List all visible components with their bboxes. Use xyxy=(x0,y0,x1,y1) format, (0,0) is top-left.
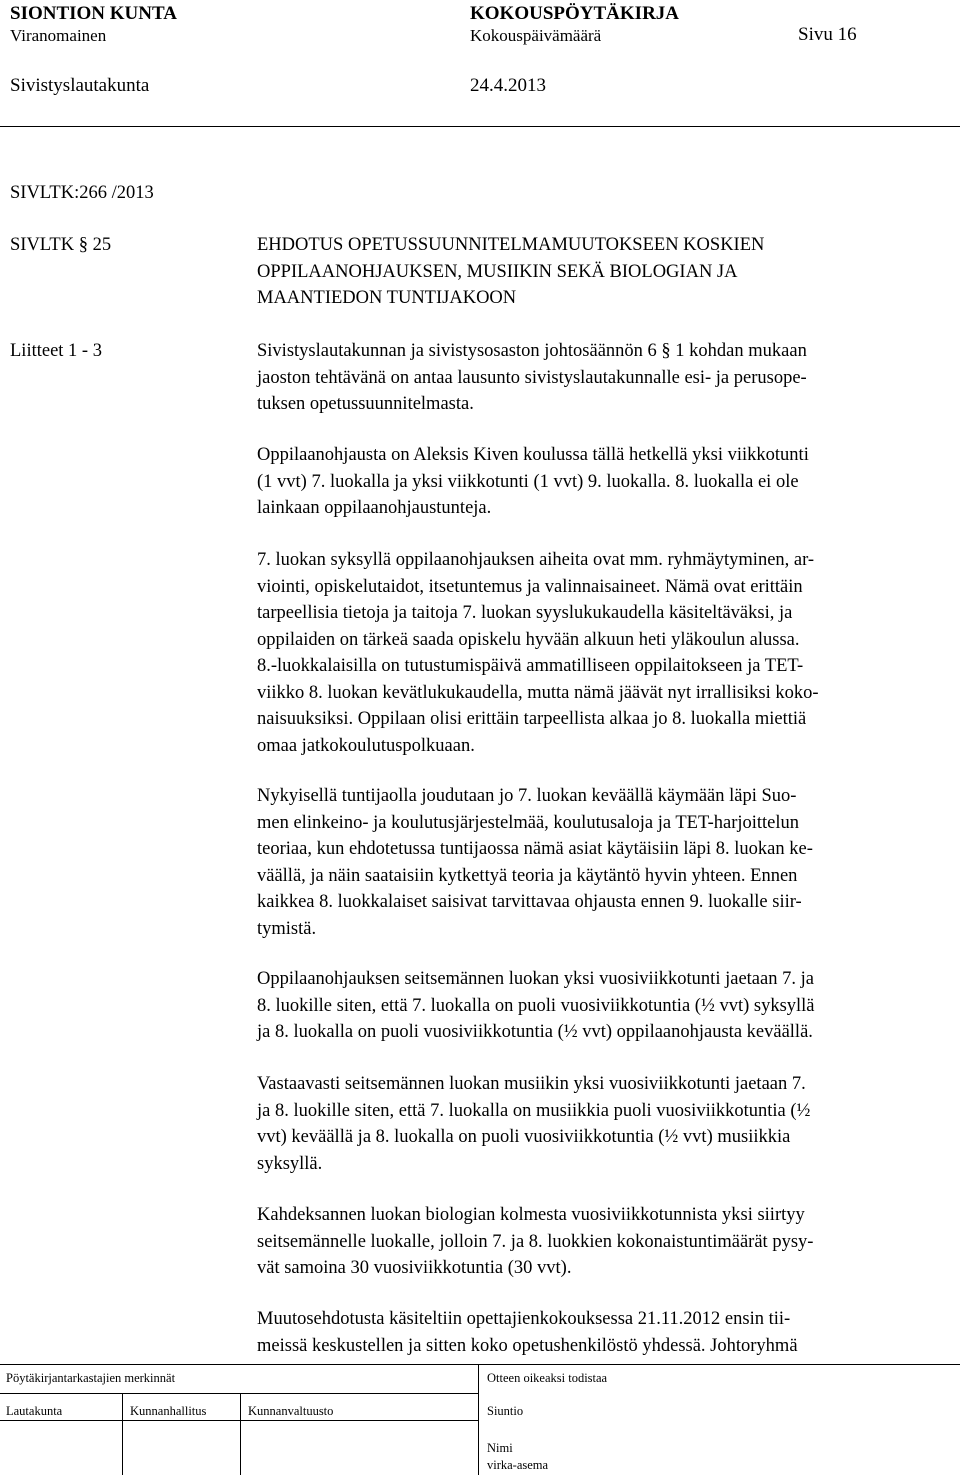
header-divider xyxy=(0,126,960,127)
paragraph-line: 8.-luokkalaisilla on tutustumispäivä ammatilliseen oppilaitokseen ja TET- xyxy=(257,656,804,676)
case-number: SIVLTK § 25 xyxy=(10,235,112,255)
paragraph-line: viointi, opiskelutaidot, itsetuntemus ja valinnaisaineet. Nämä ovat erittäin xyxy=(257,576,803,597)
paragraph-line: vät samoina 30 vuosiviikkotuntia (30 vvt). xyxy=(257,1258,572,1278)
paragraph-line: kaikkea 8. luokkalaiset saisivat tarvittavaa ohjausta ennen 9. luokalle siir- xyxy=(257,892,802,912)
paragraph-line: Vastaavasti seitsemännen luokan musiikin yksi vuosiviikkotunti jaetaan 7. xyxy=(257,1074,806,1094)
paragraph-line: 8. luokille siten, että 7. luokalla on puoli vuosiviikkotuntia (½ vvt) syksyllä xyxy=(257,995,815,1016)
case-title-line: OPPILAANOHJAUKSEN, MUSIIKIN SEKÄ BIOLOGIAN JA xyxy=(257,261,738,282)
paragraph-line: vvt) keväällä ja 8. luokalla on puoli vuosiviikkotuntia (½ vvt) musiikkia xyxy=(257,1127,791,1147)
paragraph-line: tuksen opetussuunnitelmasta. xyxy=(257,394,474,414)
paragraph-line: jaoston tehtävänä on antaa lausunto sivistyslautakunnalle esi- ja perusope- xyxy=(257,367,807,388)
examiners-label: Pöytäkirjantarkastajien merkinnät xyxy=(6,1371,176,1385)
footer-position-label: virka-asema xyxy=(487,1458,549,1472)
footer-place: Siuntio xyxy=(487,1404,524,1418)
paragraph-line: ja 8. luokalla on puoli vuosiviikkotuntia (½ vvt) oppilaanohjausta keväällä. xyxy=(257,1022,813,1042)
paragraph-line: 7. luokan syksyllä oppilaanohjauksen aiheita ovat mm. ryhmäytyminen, ar- xyxy=(257,550,815,570)
paragraph-line: väällä, ja näin saataisiin kytkettyä teoria ja käytäntö hyvin yhteen. Ennen xyxy=(257,865,798,886)
footer-kunnanhallitus: Kunnanhallitus xyxy=(130,1404,207,1418)
footer-top-border xyxy=(0,1364,960,1365)
footer-name-label: Nimi xyxy=(487,1441,513,1455)
case-title-line: MAANTIEDON TUNTIJAKOON xyxy=(257,288,517,308)
paragraph-line: ja 8. luokille siten, että 7. luokalla on musiikkia puoli vuosiviikkotuntia (½ xyxy=(257,1100,811,1121)
footer-kunnanvaltuusto: Kunnanvaltuusto xyxy=(248,1404,334,1418)
paragraph-line: naisuuksiksi. Oppilaan olisi erittäin tarpeellista alkaa jo 8. luokalla miettiä xyxy=(257,709,807,729)
paragraph-line: Muutosehdotusta käsiteltiin opettajienkokouksessa 21.11.2012 ensin tii- xyxy=(257,1309,791,1329)
page-number: Sivu 16 xyxy=(798,24,857,45)
case-title-line: EHDOTUS OPETUSSUUNNITELMAMUUTOKSEEN KOSKIEN xyxy=(257,235,765,255)
paragraph xyxy=(257,338,952,418)
paragraph-line: syksyllä. xyxy=(257,1153,323,1174)
paragraph-line: Kahdeksannen luokan biologian kolmesta vuosiviikkotunnista yksi siirtyy xyxy=(257,1205,805,1225)
paragraph-line: meissä keskustellen ja sitten koko opetushenkilöstö yhdessä. Johtoryhmä xyxy=(257,1335,798,1356)
certified-label: Otteen oikeaksi todistaa xyxy=(487,1371,608,1385)
paragraph xyxy=(257,1306,952,1359)
paragraph-line: Nykyisellä tuntijaolla joudutaan jo 7. luokan keväällä käymään läpi Suo- xyxy=(257,786,797,806)
footer-column-divider xyxy=(478,1364,479,1475)
authority-name: Sivistyslautakunta xyxy=(10,75,150,96)
document-type: KOKOUSPÖYTÄKIRJA xyxy=(470,3,680,24)
paragraph xyxy=(257,783,952,942)
paragraph-line: tarpeellisia tietoja ja taitoja 7. luokan syyslukukaudella käsiteltäväksi, ja xyxy=(257,603,793,623)
municipality-name: SIONTION KUNTA xyxy=(10,3,177,24)
paragraph-line: Oppilaanohjauksen seitsemännen luokan yksi vuosiviikkotunti jaetaan 7. ja xyxy=(257,969,814,989)
case-title xyxy=(257,232,764,312)
footer-lautakunta: Lautakunta xyxy=(6,1404,63,1418)
paragraph-line: oppilaiden on tärkeä saada opiskelu hyvään alkuun heti yläkoulun alussa. xyxy=(257,629,800,650)
meeting-date: 24.4.2013 xyxy=(470,75,546,96)
paragraph-line: viikko 8. luokan kevätlukukaudella, mutta nämä jäävät nyt irrallisiksi koko- xyxy=(257,682,819,703)
footer-cell-divider xyxy=(240,1393,241,1475)
meeting-date-label: Kokouspäivämäärä xyxy=(470,26,602,45)
paragraph-line: lainkaan oppilaanohjaustunteja. xyxy=(257,498,492,518)
paragraph-line: Oppilaanohjausta on Aleksis Kiven koulussa tällä hetkellä yksi viikkotunti xyxy=(257,445,809,465)
paragraph-line: omaa jatkokoulutuspolkuaan. xyxy=(257,735,475,756)
footer-row-divider xyxy=(0,1393,478,1394)
footer-cell-divider xyxy=(122,1393,123,1475)
paragraph-line: men elinkeino- ja koulutusjärjestelmää, koulutusaloja ja TET-harjoittelun xyxy=(257,812,800,833)
case-reference: SIVLTK:266 /2013 xyxy=(10,183,154,203)
paragraph-line: Sivistyslautakunnan ja sivistysosaston johtosäännön 6 § 1 kohdan mukaan xyxy=(257,341,807,361)
paragraph xyxy=(257,442,952,522)
paragraph-line: seitsemännelle luokalle, jolloin 7. ja 8. luokkien kokonaistuntimäärät pysy- xyxy=(257,1231,814,1252)
paragraph xyxy=(257,1071,952,1177)
paragraph-line: (1 vvt) 7. luokalla ja yksi viikkotunti (1 vvt) 9. luokalla. 8. luokalla ei ole xyxy=(257,471,799,492)
footer-row-divider-lower xyxy=(0,1420,478,1421)
attachments-label: Liitteet 1 - 3 xyxy=(10,341,102,361)
paragraph-line: teoriaa, kun ehdotetussa tuntijaossa nämä asiat käytäisiin läpi 8. luokan ke- xyxy=(257,839,813,859)
authority-label: Viranomainen xyxy=(10,26,107,45)
paragraph-line: tymistä. xyxy=(257,918,317,939)
paragraph xyxy=(257,547,952,759)
paragraph xyxy=(257,1202,952,1282)
paragraph xyxy=(257,966,952,1046)
